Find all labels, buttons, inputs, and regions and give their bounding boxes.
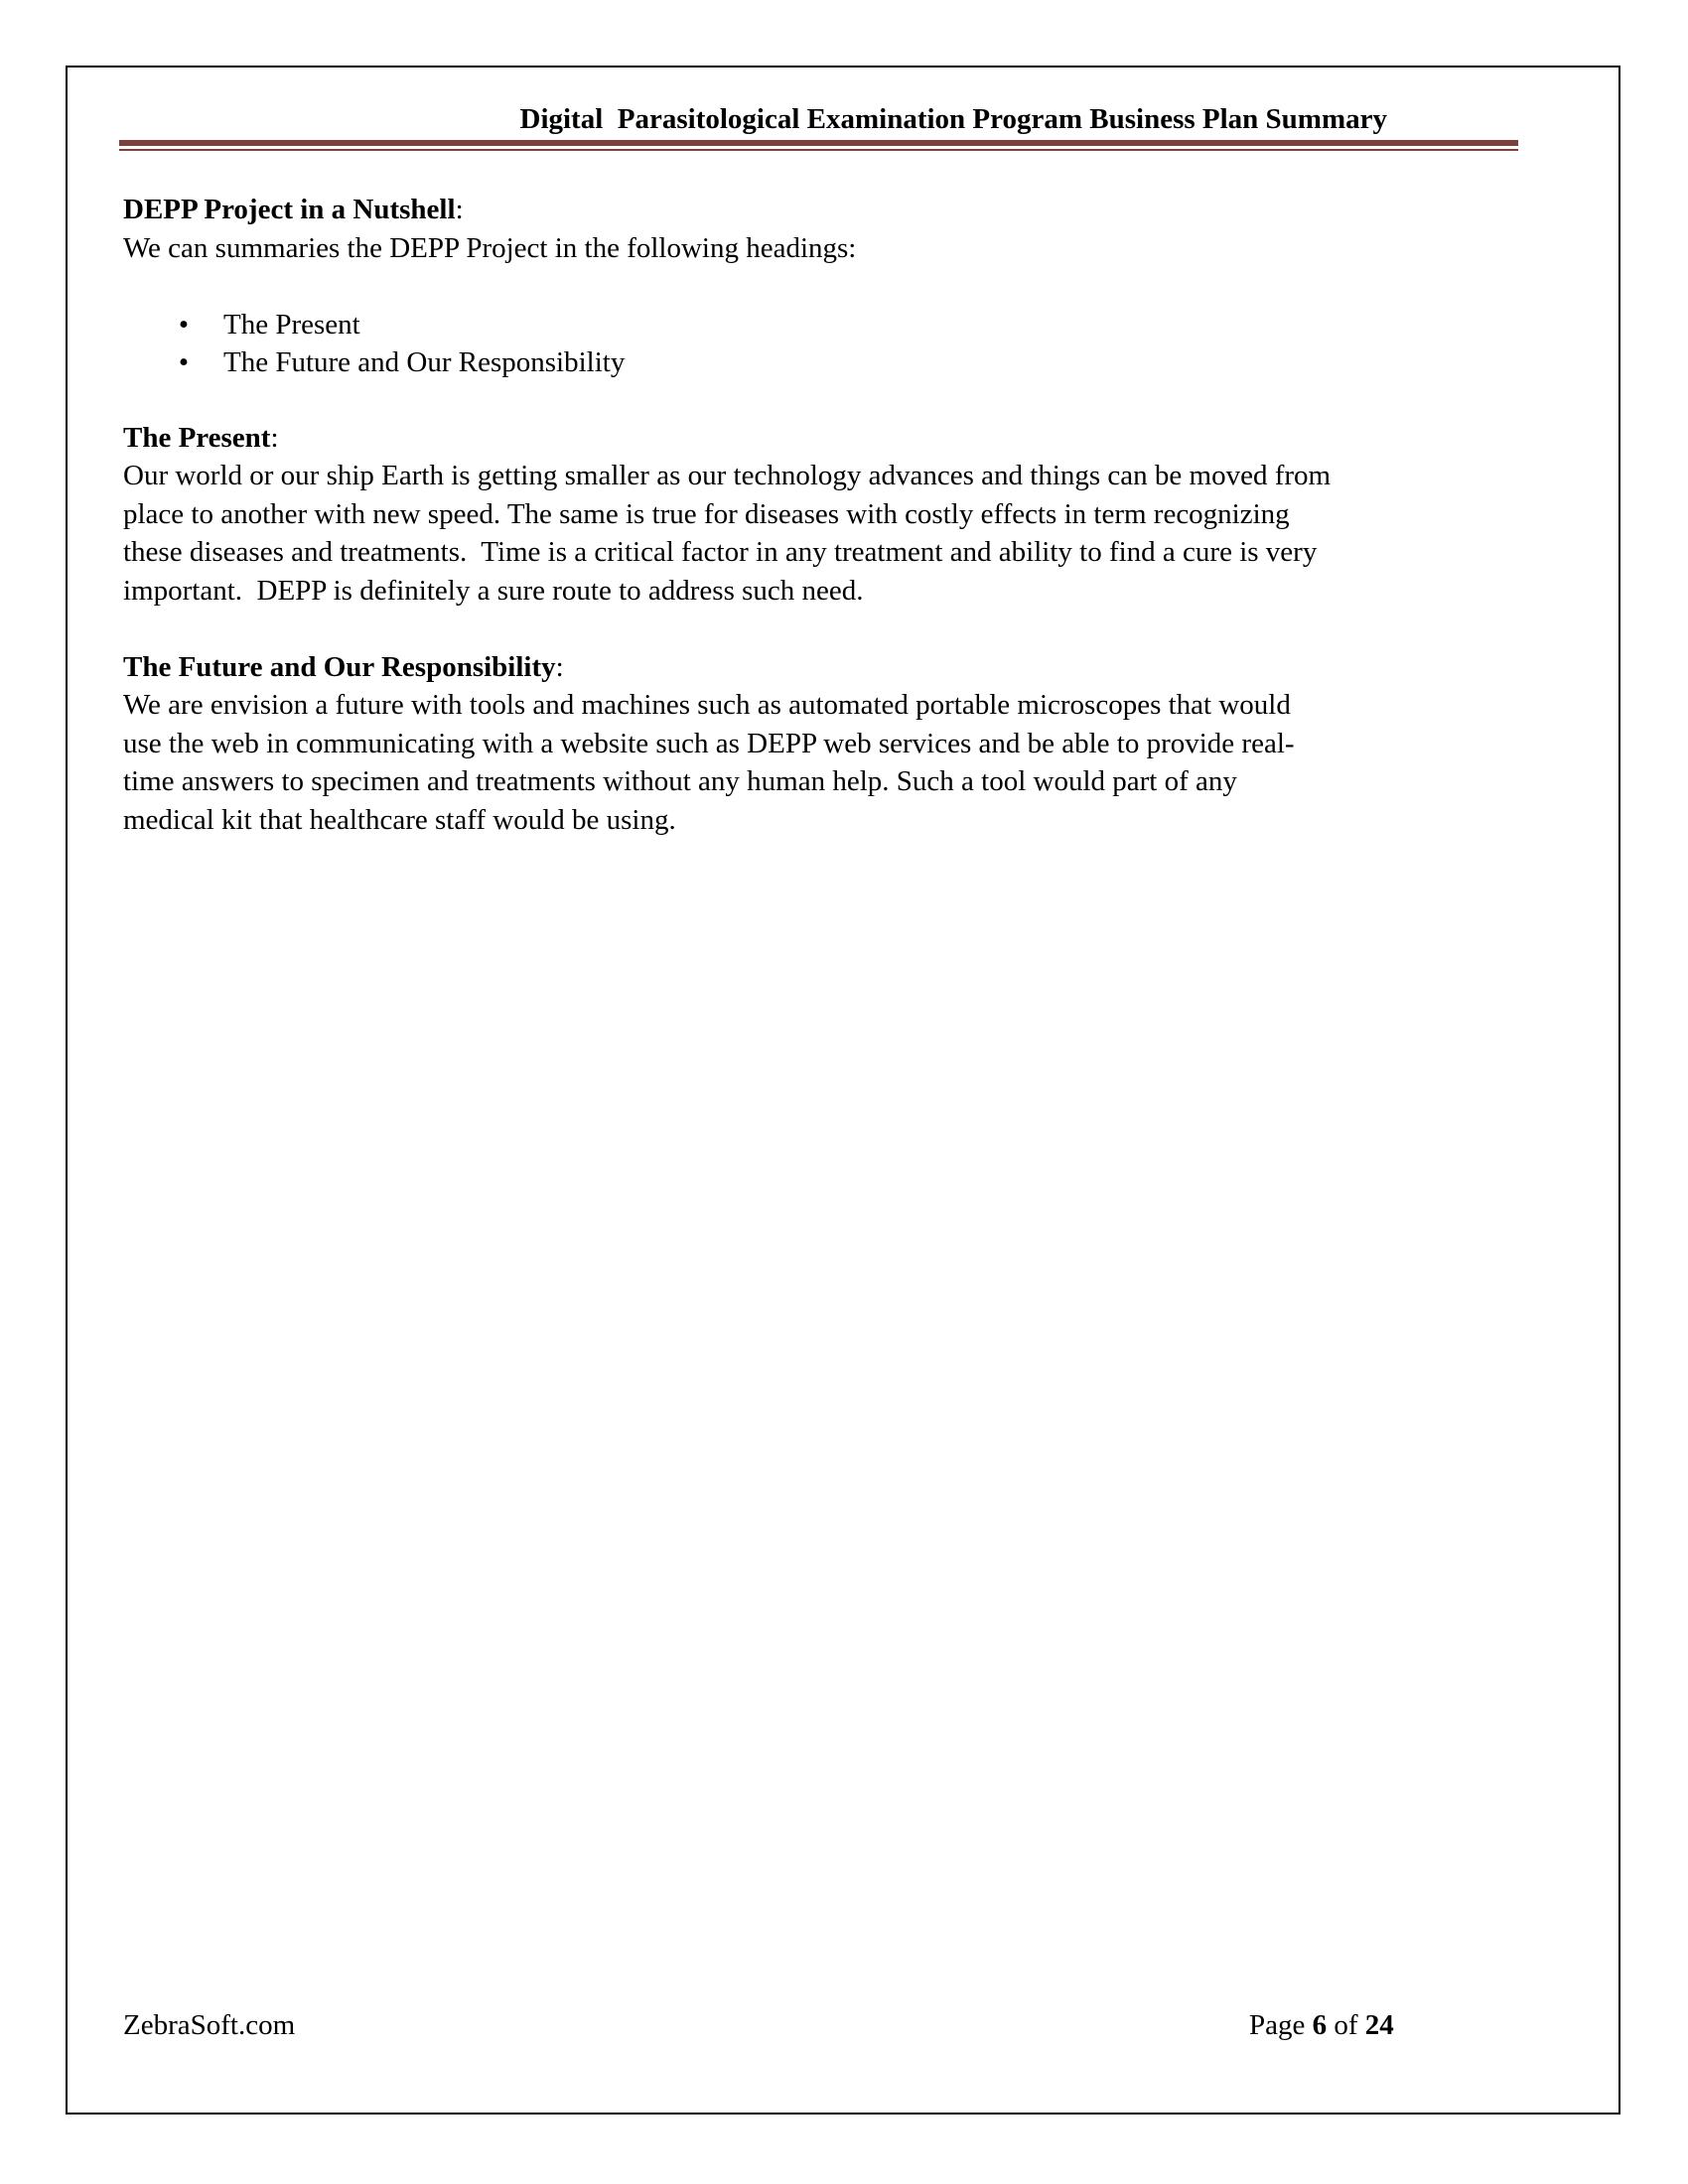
- paragraph-line: Our world or our ship Earth is getting smaller as our technology advances and things can be moved from: [123, 460, 1332, 491]
- footer-company: ZebraSoft.com: [123, 2009, 296, 2041]
- paragraph-line: We can summaries the DEPP Project in the following headings:: [123, 231, 857, 264]
- bullet-item: [123, 306, 1553, 344]
- section-the-present: [123, 419, 1553, 611]
- paragraph: [123, 229, 1553, 268]
- header-rule: [119, 140, 1518, 146]
- paragraph: [123, 457, 1553, 610]
- paragraph-line: We are envision a future with tools and machines such as automated portable microscopes that would: [123, 689, 1291, 721]
- section-heading-colon: :: [270, 421, 279, 454]
- section-nutshell: [123, 191, 1553, 382]
- paragraph-line: these diseases and treatments. Time is a critical factor in any treatment and ability to find a cure is very: [123, 536, 1318, 568]
- paragraph-line: place to another with new speed. The same is true for diseases with costly effects in term recognizing: [123, 497, 1290, 530]
- section-future-responsibility: [123, 648, 1553, 840]
- footer-page-number: [1249, 2005, 1394, 2045]
- section-heading-colon: :: [455, 194, 464, 225]
- page-of: of: [1327, 2009, 1365, 2041]
- bullet-item: [123, 343, 1553, 382]
- section-heading-text: DEPP Project in a Nutshell: [123, 194, 456, 225]
- section-heading: [123, 191, 1553, 229]
- section-heading-text: The Present: [123, 421, 271, 454]
- section-heading: [123, 419, 1553, 458]
- paragraph-line: time answers to specimen and treatments without any human help. Such a tool would part of any: [123, 765, 1237, 797]
- section-heading-text: The Future and Our Responsibility: [123, 650, 556, 683]
- page-prefix: Page: [1249, 2009, 1313, 2041]
- page-total: 24: [1364, 2009, 1394, 2041]
- paragraph-line: important. DEPP is definitely a sure route to address such need.: [123, 574, 864, 607]
- bullet-text: The Present: [223, 308, 360, 341]
- section-heading: [123, 648, 1553, 687]
- bullet-list: [123, 306, 1553, 382]
- document-header-title: Digital Parasitological Examination Program Business Plan Summary: [519, 103, 1387, 135]
- paragraph: [123, 686, 1553, 839]
- paragraph-line: medical kit that healthcare staff would be using.: [123, 803, 676, 836]
- bullet-icon: •: [178, 346, 190, 378]
- page-content: [123, 191, 1553, 839]
- page-current: 6: [1312, 2009, 1328, 2041]
- paragraph-line: use the web in communicating with a website such as DEPP web services and be able to provide real-: [123, 727, 1295, 759]
- header-rule-secondary: [119, 149, 1518, 151]
- bullet-text: The Future and Our Responsibility: [223, 346, 626, 378]
- section-heading-colon: :: [555, 650, 564, 683]
- bullet-icon: •: [178, 308, 190, 341]
